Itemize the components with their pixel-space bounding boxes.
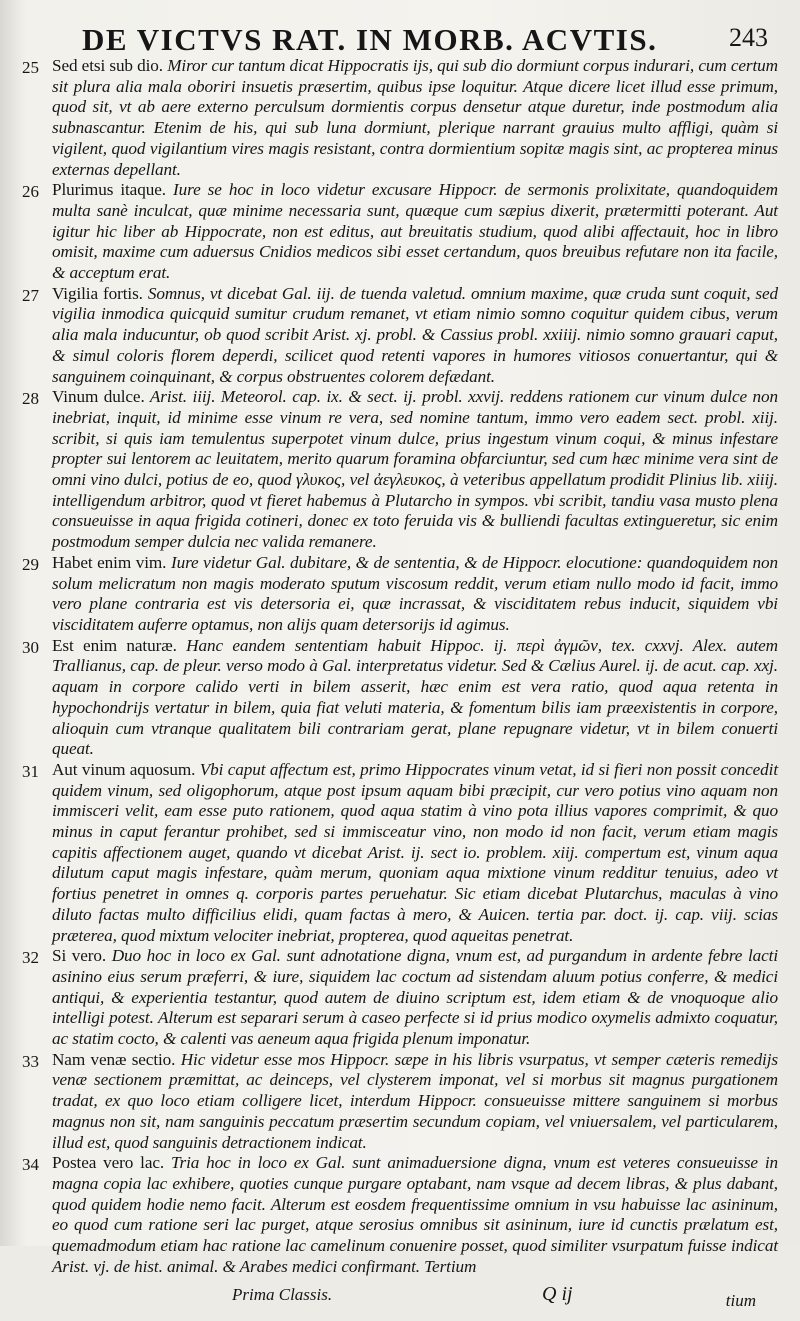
commentary-paragraph (22, 553, 778, 636)
signature-line: Prima Classis. (232, 1285, 333, 1305)
paragraph-number: 26 (22, 182, 39, 202)
commentary-paragraph (22, 1050, 778, 1154)
paragraph-text: Tria hoc in loco ex Gal. sunt animaduersione digna, vnum est veteres consueuisse in magna copia lac exhibere, quoties cunque purgare optabant, nam vsque ad decem libras, & plus dabant, quod quidem hodie nemo facit. Alterum est eosdem frequentissime omnium in vsu habuisse lac asininum, eo quod cum ratione seri lac purget, atque serosius omnibus sit asininum, iure id cunctis prælatum est, quemadmodum etiam hac ratione lac camelinum conuenire posset, quod similiter vsurpatum fuisse indicat Arist. vj. de hist. animal. & Arabes medici confirmant. Tertium (52, 1153, 778, 1276)
paragraph-text: Vbi caput affectum est, primo Hippocrates vinum vetat, id si fieri non possit concedit quidem vinum, sed oligophorum, atque post ipsum aquam bibi præcipit, cur vero potius vino aquam non immisceri velit, eam esse puto rationem, quod aqua statim à vino pota illius vapores comprimit, & quo minus in caput ferantur prohibet, sed si immisceatur vino, non modo id non facit, verum etiam magis capitis affectionem auget, quando vt dicebat Arist. ij. sect io. problem. xiij. compertum est, vinum aqua dilutum caput magis infestare, quàm merum, quoniam aqua mixtione vinum redditur tenuius, adeo vt fortius penetret in omnes q. corporis partes peruehatur. Sic etiam dicebat Plutarchus, maculas à vino diluto factas multo difficilius elidi, quam factas à mero, & Auicen. tertia par. doct. ij. cap. viij. scias præterea, quod mixtum velociter inebriat, propterea, quod aqueitas penetrat. (52, 759, 779, 945)
paragraph-text: Somnus, vt dicebat Gal. iij. de tuenda valetud. omnium maxime, quæ cruda sunt coquit, sed vigilia inmodica quicquid sumitur crudum remanet, vt etiam nimio somno coquitur quidem cibus, verum alia mala inducuntur, ob quod scribit Arist. xj. probl. & Cassius probl. xxiiij. nimio somno grauari caput, & simul coloris florem deperdi, scilicet quod retenti vapores in humores vitiosos conuertantur, qui & sanguinem coinquinant, & corpus obstruentes colorem defædant. (52, 283, 779, 386)
lemma: Vigilia fortis. (52, 283, 143, 303)
lemma: Si vero. (52, 946, 107, 966)
paragraph-text: Iure videtur Gal. dubitare, & de sententia, & de Hippocr. elocutione: quandoquidem non solum melicratum non magis moderato sputum viscosum reddit, verum etiam nullo modo id facit, immo vero plane contraria est vis detersoria ei, quæ incrassat, & visciditatem rebus inducit, siquidem vbi visciditatem auferre optamus, non alijs quam detersorijs id agimus. (52, 552, 778, 634)
commentary-paragraph (22, 946, 778, 1050)
page-number: 243 (729, 23, 768, 52)
paragraph-text: Iure se hoc in loco videtur excusare Hippocr. de sermonis prolixitate, quandoquidem multa sanè inculcat, quæ minime necessaria sunt, quæque cum sæpius dixerit, prætermitti poterant. Aut igitur hic liber ab Hippocrate, non est editus, aut breuitatis studium, quod alibi affectauit, hoc in libro omisit, maxime cum aduersus Cnidios medicos sibi esset certandum, quos breuibus refutare non ita facile, & acceptum erat. (52, 180, 778, 283)
paragraph-text: Hanc eandem sententiam habuit Hippoc. ij. περὶ ἀγμῶν, tex. cxxvj. Alex. autem Trallianus, cap. de pleur. verso modo à Gal. interpretatus videtur. Sed & Cælius Aurel. ij. de acut. cap. xxj. aquam in corpore calido verti in bilem asserit, hæc enim est vera ratio, quod aqua retenta in hypochondrijs vertatur in bilem, quia fiat veluti materia, & fomentum bilis iam præexistentis in corpore, alioquin cum vtranque qualitatem bili contrariam gerat, plane repugnare videtur, vt in bilem conuerti queat. (52, 635, 778, 759)
paragraph-number: 33 (22, 1051, 39, 1071)
commentary-paragraph (22, 760, 778, 946)
lemma: Est enim naturæ. (52, 635, 177, 655)
lemma: Plurimus itaque. (52, 180, 166, 200)
paragraph-number: 30 (22, 637, 39, 657)
paragraph-number: 27 (22, 285, 39, 305)
paragraph-number: 31 (22, 761, 39, 781)
commentary-paragraph (22, 284, 778, 388)
paragraph-text: Duo hoc in loco ex Gal. sunt adnotatione digna, vnum est, ad purgandum in ardente febre lacti asinino eius serum præferri, & iure, siquidem lac coctum ad sistendam aluum potius conferre, & medici antiqui, & experientia testantur, quod autem de diuino scriptum est, idem etiam & de vnoquoque alio intelligi potest. Alterum est separari serum à caseo perfecte si id prius modico oxymelis admixto coquatur, ac statim cocto, & calenti vas aeneum aqua frigida plenum imponatur. (52, 946, 778, 1049)
commentary-paragraph (22, 56, 778, 180)
lemma: Vinum dulce. (52, 387, 145, 407)
paragraph-number: 29 (22, 554, 39, 574)
paragraph-text: Hic videtur esse mos Hippocr. sæpe in his libris vsurpatus, vt semper cæteris remedijs venæ sectionem præmittat, ac deinceps, vel clysterem imponat, vel si morbus sit magnus purgationem tradat, ex quo loco etiam colligere licet, interdum Hippocr. consueuisse mittere sanguinem si morbus magnus non sit, nam sanguinis peccatum præsertim secundum copiam, vel vniuersalem, vel particularem, illud est, quod sanguinis detractionem indicat. (52, 1049, 778, 1152)
lemma: Aut vinum aquosum. (52, 759, 196, 779)
paragraph-text: Miror cur tantum dicat Hippocratis ijs, qui sub dio dormiunt corpus indurari, cum certum sit plura alia mala oboriri insuetis præsertim, quibus ipse loquitur. Atque dicere licet illud esse primum, quod sit, vt ab aere externo perculsum dormientis corpus densetur atque duretur, inde postmodum alia subnascantur. Etenim de his, qui sub luna dormiunt, plerique narrant grauius multo affligi, quàm si vigilent, quod vigilantium vires magis resistant, contra dormientium sopitæ magis sint, ac propterea minus externas depellant. (52, 56, 778, 179)
paragraph-number: 32 (22, 948, 39, 968)
commentary-paragraph (22, 1153, 778, 1277)
commentary-paragraph (22, 387, 778, 553)
commentary-body (22, 56, 778, 1277)
catchword: tium (725, 1291, 756, 1311)
quire-signature: Q ij (542, 1283, 573, 1306)
running-header (22, 8, 778, 56)
paragraph-number: 25 (22, 58, 39, 77)
page-footer (22, 1281, 778, 1321)
lemma: Postea vero lac. (52, 1153, 165, 1173)
commentary-paragraph (22, 636, 778, 760)
paragraph-number: 34 (22, 1155, 39, 1175)
paragraph-text: Arist. iiij. Meteorol. cap. ix. & sect. ij. probl. xxvij. reddens rationem cur vinum dulce non inebriat, inquit, id minime esse vinum re vera, sed nomine tantum, immo vero eadem sect. probl. xiij. scribit, si quis iam temulentus superpotet vinum dulce, prius ingestum vinum coqui, & minus infestare propter sui lentorem ac leuitatem, merito quarum foramina obfarciuntur, sed cum hæc minime vera sint de omni vino dulci, potius de eo, quod γλυκος, vel ἀεγλευκος, à veteribus appellatum prodidit Plinius lib. xiiij. intelligendum arbitror, quod vt fieret habemus à Plutarcho in sympos. vbi scribit, tandiu vasa musto plena consueuisse in aqua frigida cotineri, donec ex toto feruida vis & bulliendi facultas extingueretur, sic enim postmodum semper dulcia nec valida remanere. (52, 387, 779, 552)
lemma: Sed etsi sub dio. (52, 56, 163, 75)
paragraph-number: 28 (22, 389, 39, 409)
lemma: Habet enim vim. (52, 552, 167, 572)
lemma: Nam venæ sectio. (52, 1049, 176, 1069)
commentary-paragraph (22, 180, 778, 284)
running-title: DE VICTVS RAT. IN MORB. ACVTIS. (82, 22, 658, 57)
